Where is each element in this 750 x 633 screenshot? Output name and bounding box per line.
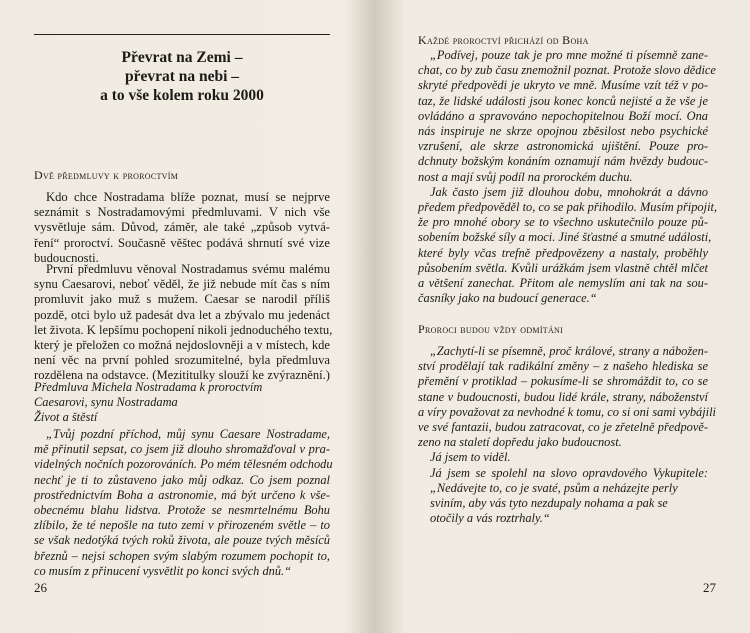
chapter-rule xyxy=(34,34,330,35)
text-line: a většení zanechat. Přitom ale nemyslím ani tak na sou- xyxy=(418,276,708,291)
text-line: ření“ proroctví. Současně věštec podává shrnutí své vize xyxy=(34,235,330,250)
text-line: zlíbilo, že té nepošle na tuto zemi v přirozeném světle – to xyxy=(34,518,330,533)
right-page xyxy=(378,0,750,633)
text-line: co musím z přinucení vysvětlit po konci svých dnů.“ xyxy=(34,563,292,578)
text-line: nás inspiruje ne skrze opojnou zběsilost nebo psychické xyxy=(418,124,708,139)
text-line: že pro mnohé obory se to všechno uskutečnilo pouze pů- xyxy=(418,215,708,230)
section-heading: Proroci budou vždy odmítáni xyxy=(418,322,564,336)
text-line: skryté předpovědi je ukryto ve mně. Musíme vzít též v po- xyxy=(418,78,708,93)
text-line: Jak často jsem již dlouhou dobu, mnohokrát a dávno xyxy=(430,184,708,199)
text-line: ovládáno a spravováno nepochopitelnou Boží mocí. Ona xyxy=(418,108,708,123)
running-head: Každé proroctví přichází od Boha xyxy=(418,33,589,47)
page-number: 26 xyxy=(34,580,47,595)
page-number: 27 xyxy=(703,580,716,595)
text-line: „Podívej, pouze tak je pro mne možné ti písemně zane- xyxy=(430,48,708,62)
text-line: prostřednictvím Boha a astronomie, má být určeno k vše- xyxy=(34,487,330,502)
text-line: vzrušení, ale skrze astronomická ujištění. Pouze pro- xyxy=(418,139,708,154)
paragraph-first-preface xyxy=(34,262,333,384)
text-line: březnů – nejsi schopen svým slabým rozumem pochopit to, xyxy=(34,548,330,563)
italic-subheading xyxy=(34,380,330,426)
text-line: Já jsem se spolehl na slovo opravdového Vykupitele: xyxy=(430,465,708,480)
quote-block xyxy=(418,48,718,306)
text-line: není věc na první pohled srozumitelné, byla předmluva xyxy=(34,353,330,368)
text-line: nost a mají svůj podíl na prorockém duchu. xyxy=(418,169,633,184)
text-line: ve své fantazii, budou zatracovat, co je zřetelně předpově- xyxy=(418,420,708,435)
chapter-title-line: a to vše kolem roku 2000 xyxy=(100,87,264,104)
text-line: přemění v protiklad – pokusíme-li se shromáždit to, co se xyxy=(418,374,708,389)
text-line: se však nedotýká tvých roků života, ale pouze tvých měsíců xyxy=(34,533,330,548)
text-line: chat, co by zub času znemožnil poznat. Protože slovo dědice xyxy=(418,63,716,78)
quote-block xyxy=(418,344,717,526)
text-line: působením světla. Kvůli urážkám jsem vlastně chtěl mlčet xyxy=(418,260,708,275)
text-line: let života. K lepšímu pochopení nikoli jednoduchého textu, xyxy=(34,322,333,337)
text-line: ství prodělají tak radikální změny – z našeho hlediska se xyxy=(418,359,708,374)
text-line: dchnuty božským konáním oznamují nám hvězdy budouc- xyxy=(418,154,708,169)
text-line: stane v budoucnosti, budou lidé krále, strany, náboženství xyxy=(418,389,708,404)
text-line: promluvit jako muž s mužem. Caesar se narodil příliš xyxy=(34,292,330,307)
text-line: a víry považovat za nevhodné k tomu, co si oni sami vybájili xyxy=(418,404,717,419)
section-heading: Dvě předmluvy k proroctvím xyxy=(34,168,179,182)
text-line: „Tvůj pozdní příchod, můj synu Caesare Nostradame, xyxy=(46,427,330,441)
text-line: synu Caesarovi, neboť věděl, že již nebude mít čas s ním xyxy=(34,277,330,292)
text-line: Předmluva Michela Nostradama k proroctvím xyxy=(34,380,263,394)
text-line: který je přeložen co možná nejdoslovněji a v místech, kde xyxy=(34,338,330,353)
text-line: otočily a vás roztrhaly.“ xyxy=(430,511,550,526)
text-line: sviním, aby vás tyto nezdupaly nohama a pak se xyxy=(430,496,668,511)
text-line: pozdě, otci bylo už padesát dva let a zbývalo mu jedenáct xyxy=(34,307,330,322)
text-line: rozdělena na odstavce. (Mezititulky slouží ke zvýraznění.) xyxy=(34,368,330,383)
text-line: budoucnosti. xyxy=(34,250,99,265)
text-line: Já jsem to viděl. xyxy=(430,450,511,465)
text-line: taz, že lidské události jsou konec konců nejisté a že vše je xyxy=(418,93,708,108)
text-line: První předmluvu věnoval Nostradamus svému malému xyxy=(46,262,330,276)
paragraph-intro xyxy=(34,190,330,266)
text-line: videlných nočních pozorováních. Po mém tělesném odchodu xyxy=(34,457,333,472)
text-line: nechť je ti to zůstaveno jako můj odkaz. Co jsem poznal xyxy=(34,472,330,487)
text-line: „Zachytí-li se písemně, proč králové, strany a nábožen- xyxy=(430,344,708,358)
text-line: Život a štěstí xyxy=(34,410,98,425)
text-line: časníky jako na budoucí generace.“ xyxy=(418,291,597,306)
left-page xyxy=(0,0,372,633)
text-line: které byly včas trefně předpovězeny a nastaly, proběhly xyxy=(418,245,708,260)
text-line: sobením božské síly a moci. Jiné šťastné a smutné události, xyxy=(418,230,712,245)
chapter-title-line: převrat na nebi – xyxy=(124,68,240,85)
text-line: seznámit s Nostradamovými předmluvami. V nich vše xyxy=(34,205,330,220)
text-line: „Nedávejte to, co je svaté, psům a neházejte perly xyxy=(430,480,678,495)
chapter-title xyxy=(34,48,330,105)
text-line: mě přinutil sepsat, co jsem již dlouho shromažďoval v pra- xyxy=(34,442,330,457)
text-line: předem předpověděl to, co se pak přihodilo. Musím připojit, xyxy=(418,200,718,215)
text-line: obecnému blahu lidstva. Protože se nesmrtelnému Bohu xyxy=(34,503,330,518)
text-line: Kdo chce Nostradama blíže poznat, musí se nejprve xyxy=(46,190,330,204)
chapter-title-line: Převrat na Zemi – xyxy=(121,49,243,66)
text-line: vysvětluje sám. Důvod, záměr, ale také „způsob vytvá- xyxy=(34,220,330,235)
text-line: zeno na staletí dopředu jako budoucnost. xyxy=(418,435,622,450)
text-line: Caesarovi, synu Nostradama xyxy=(34,395,178,410)
quote-block xyxy=(34,427,333,579)
